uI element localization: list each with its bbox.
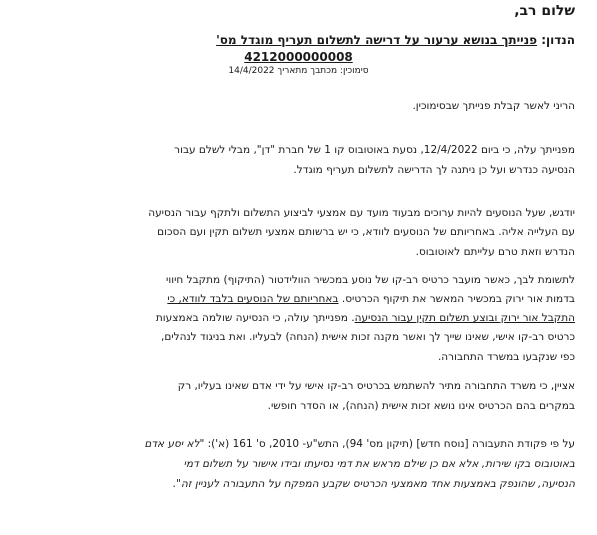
- paragraph-4-line: לתשומת לבך, כאשר מועבר כרטיס רב-קו של נוסע במכשיר הוולידטור (התיקוף) מתקבל חיווי: [166, 274, 575, 286]
- case-number: 4212000000008: [244, 50, 353, 64]
- subject-label: הנדון:: [541, 33, 575, 47]
- paragraph-2-line: מפנייתך עלה, כי ביום 12/4/2022, נסעת באוטובוס קו 1 של חברת "דן", מבלי לשלם עבור: [174, 144, 575, 156]
- subject-line: [0, 32, 575, 48]
- reference-line: סימוכין: מכתבך מתאריך 14/4/2022: [228, 66, 369, 76]
- paragraph-3-line: יודגש, שעל הנוסעים להיות ערוכים מבעוד מועד עם אמצעי לביצוע התשלום ולתקף עבור הנסיעה: [148, 207, 575, 219]
- paragraph-6-line: [20, 436, 575, 452]
- paragraph-2-line: הנסיעה כנדרש ועל כן ניתנה לך הדרישה לתשלום תעריף מוגדל.: [293, 164, 575, 176]
- paragraph-6-text: על פי פקודת התעבורה [נוסח חדש] (תיקון מס' 94), התש"ע- 2010, ס' 161 (א'):: [204, 438, 575, 450]
- paragraph-4-emphasis: התקבל אור ירוק ובוצע תשלום תקין עבור הנסיעה: [354, 312, 575, 324]
- paragraph-3-line: הנדרש וזאת טרם עלייתם לאוטובוס.: [415, 246, 575, 258]
- paragraph-4-line: כפי שנקבעו במשרד התחבורה.: [437, 351, 575, 363]
- paragraph-6-quote-line: באוטובוס בקו שירות, אלא אם כן שילם מראש את דמי נסיעתו ובידו אישור על תשלום דמי: [183, 458, 575, 470]
- paragraph-1-line: הריני לאשר קבלת פנייתך שבסימוכין.: [412, 100, 575, 112]
- paragraph-4-text: בדמות אור ירוק במכשיר המאשר את תיקוף הכרטיס.: [338, 293, 575, 305]
- paragraph-4-line: כרטיס רב-קו אישי, שאינו שייך לך ואשר מקנה זכות אישית (הנחה) לבעליו. ואת בניגוד לנהלים,: [161, 331, 575, 343]
- paragraph-4-emphasis: באחריותם של הנוסעים בלבד לוודא, כי: [167, 293, 339, 305]
- paragraph-4-line: [20, 291, 575, 307]
- subject-title: פנייתך בנושא ערעור על דרישה לתשלום תעריף מוגדל מס': [216, 33, 538, 47]
- paragraph-5-line: במקרים בהם הכרטיס אינו נושא זכות אישית (הנחה), או הסדר חופשי.: [267, 400, 575, 412]
- paragraph-5-line: אציין, כי משרד התחבורה מתיר להשתמש בכרטיס רב-קו אישי על ידי אדם שאינו בעליו, רק: [177, 380, 575, 392]
- paragraph-4-text: . מפנייתך עולה, כי הנסיעה שולמה באמצעות: [155, 312, 355, 324]
- paragraph-3-line: עם העלייה אליה. באחריותם של הנוסעים לוודא, כי יש ברשותם אמצעי תשלום תקין ועם הסכום: [157, 226, 575, 238]
- paragraph-6-quote: "לא יסע אדם: [144, 438, 205, 450]
- paragraph-6-quote-line: הנסיעה, שהונפק באמצעות אחד מאמצעי הכרטיס שקבע המפקח על התעבורה לעניין זה".: [172, 478, 575, 490]
- paragraph-4-line: [20, 310, 575, 326]
- greeting: שלום רב,: [514, 3, 575, 19]
